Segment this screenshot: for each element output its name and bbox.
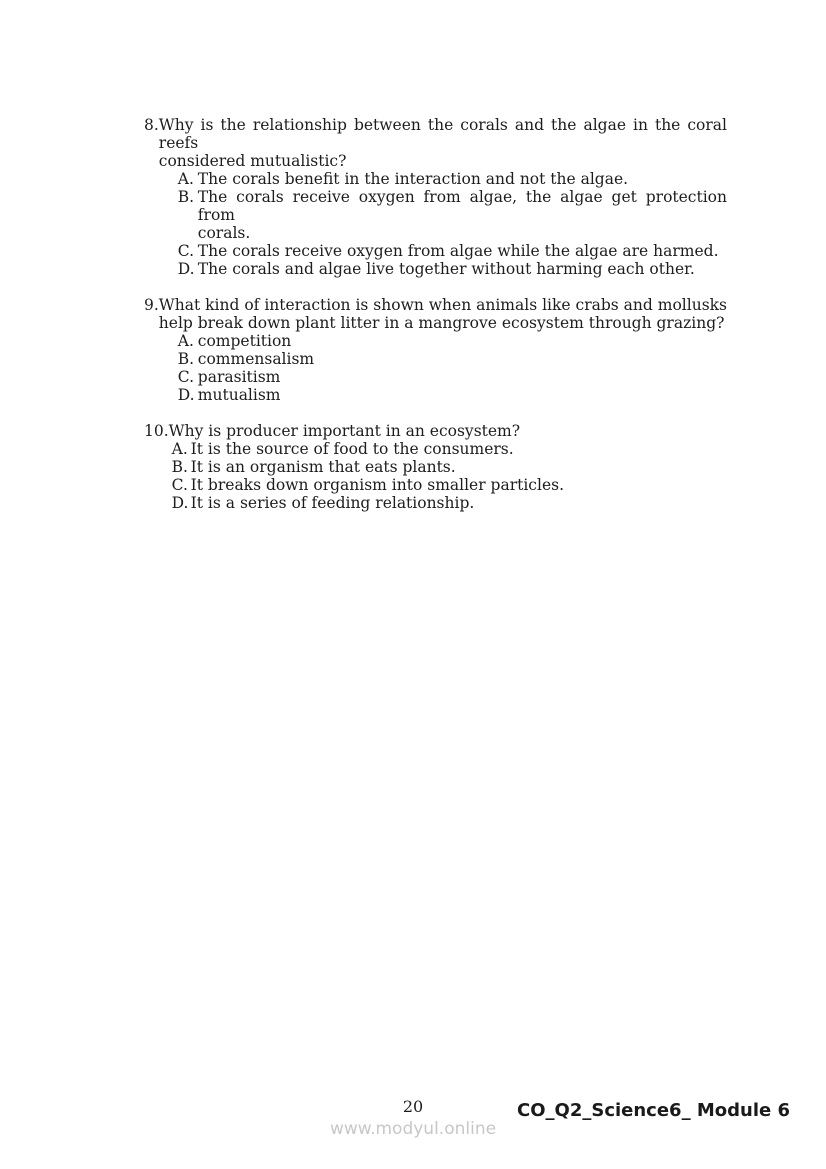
option-letter: A. [177,332,194,350]
option-letter: C. [177,242,195,260]
option-letter: C. [171,476,188,494]
option-d [159,386,727,404]
watermark-text: www.modyul.online [329,1119,497,1139]
option-b [159,350,727,368]
option-d [159,260,727,278]
option-letter: B. [177,350,195,368]
question-number: 9. [144,296,159,314]
option-text-line: The corals receive oxygen from algae, the algae get protection from [197,188,727,224]
options-list [159,332,727,404]
option-text-line: parasitism [197,368,281,386]
option-text-line: It is the source of food to the consumers. [190,440,514,458]
option-letter: C. [177,368,195,386]
option-c [159,368,727,386]
option-text-line: competition [197,332,292,350]
question-number: 8. [144,116,159,134]
option-text-line: mutualism [197,386,281,404]
option-text-line: commensalism [197,350,315,368]
option-letter: A. [171,440,188,458]
question-number: 10. [144,422,169,440]
option-d [169,494,727,512]
option-b [159,188,727,242]
option-c [159,242,727,260]
option-a [159,170,727,188]
option-letter: B. [177,188,195,206]
option-text-line: The corals benefit in the interaction and not the algae. [197,170,629,188]
option-text-line: The corals and algae live together without harming each other. [197,260,695,278]
option-text-line: It is a series of feeding relationship. [190,494,475,512]
option-letter: D. [171,494,189,512]
question-text-line: What kind of interaction is shown when animals like crabs and mollusks [158,296,727,314]
option-text-line: It is an organism that eats plants. [190,458,456,476]
option-a [159,332,727,350]
option-c [169,476,727,494]
option-letter: B. [171,458,188,476]
option-letter: D. [177,260,195,278]
option-text-line: The corals receive oxygen from algae while the algae are harmed. [197,242,719,260]
question-text-line: help break down plant litter in a mangrove ecosystem through grazing? [158,314,725,332]
option-text-line: corals. [197,224,251,242]
option-a [169,440,727,458]
options-list [159,170,727,278]
quiz-content [144,116,727,512]
question-9 [144,296,727,404]
options-list [169,440,727,512]
question-8 [144,116,727,278]
question-text-line: Why is the relationship between the corals and the algae in the coral reefs [158,116,727,152]
option-b [169,458,727,476]
option-letter: A. [177,170,194,188]
question-text-line: Why is producer important in an ecosystem? [168,422,521,440]
question-10 [144,422,727,512]
option-letter: D. [177,386,195,404]
module-footer-label: CO_Q2_Science6_ Module 6 [517,1100,790,1121]
question-text-line: considered mutualistic? [158,152,347,170]
option-text-line: It breaks down organism into smaller particles. [190,476,565,494]
page-number: 20 [402,1097,424,1116]
